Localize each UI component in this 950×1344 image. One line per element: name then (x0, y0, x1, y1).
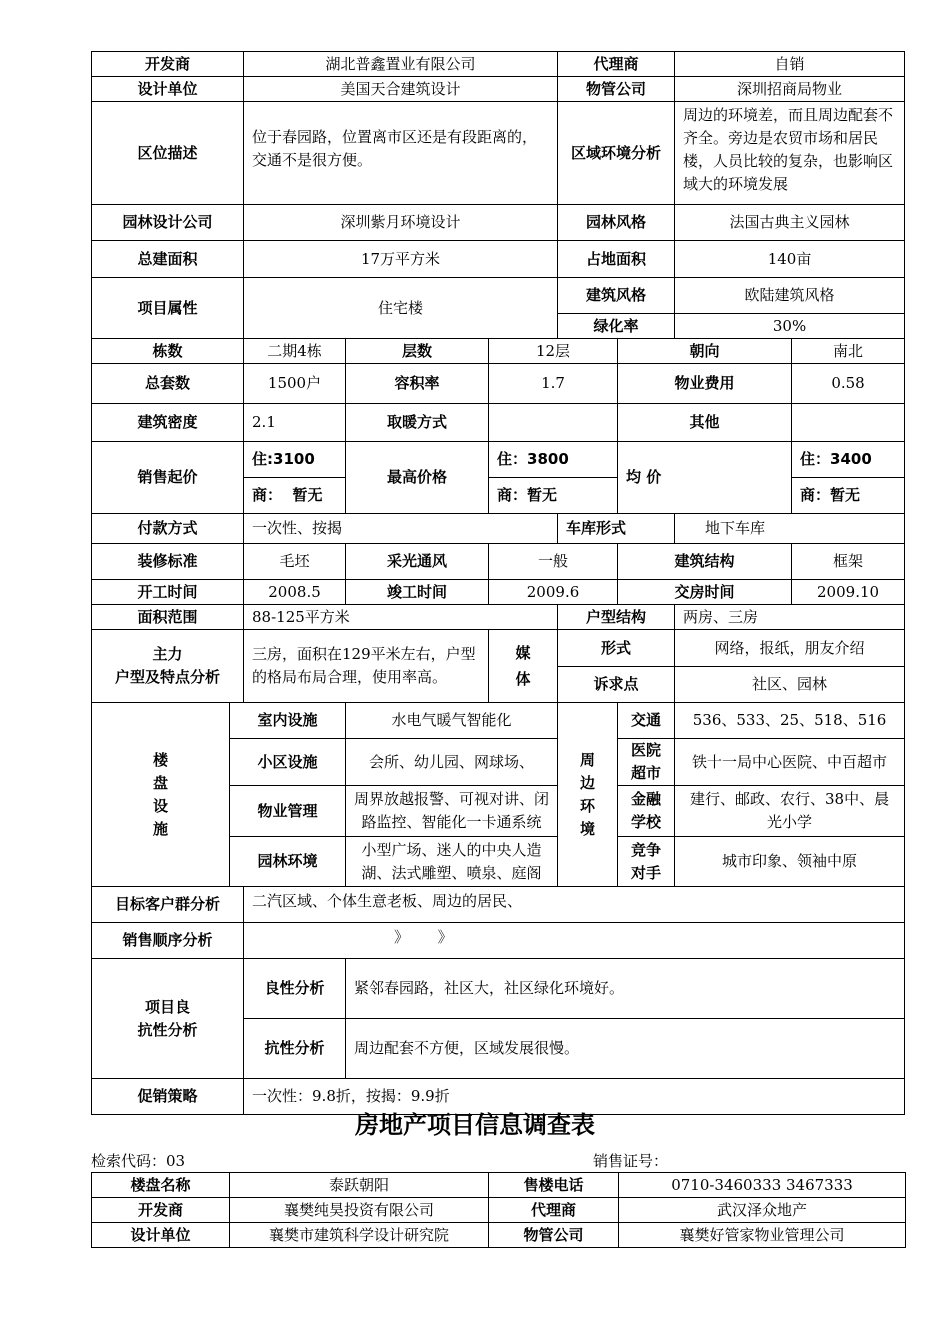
total-area-label: 总建面积 (92, 241, 244, 278)
facilities-label (92, 703, 230, 887)
agent-label: 代理商 (558, 52, 675, 77)
hospital-label: 医院超市 (618, 739, 675, 786)
media-form-value: 网络，报纸，朋友介绍 (675, 630, 905, 667)
max-price-label: 最高价格 (346, 442, 489, 514)
floors-label: 层数 (346, 339, 489, 364)
surround-label (558, 703, 618, 887)
agent-value: 自销 (675, 52, 905, 77)
attribute-label: 项目属性 (92, 278, 244, 339)
traffic-value: 536、533、25、518、516 (675, 703, 905, 739)
environment-label: 区域环境分析 (558, 102, 675, 205)
landscape-style-label: 园林风格 (558, 205, 675, 241)
main-unit-label-line1: 主力 (152, 645, 183, 663)
far-value: 1.7 (489, 364, 618, 404)
buildings-value: 二期4栋 (244, 339, 346, 364)
traffic-label: 交通 (618, 703, 675, 739)
start-price-com: 商： 暂无 (244, 478, 346, 514)
main-unit-label-line2: 户型及特点分析 (115, 668, 221, 686)
payment-label: 付款方式 (92, 514, 244, 544)
project2-info-table (91, 1172, 906, 1248)
green-rate-label: 绿化率 (558, 314, 675, 339)
area-range-label: 面积范围 (92, 605, 244, 630)
arch-style-value: 欧陆建筑风格 (675, 278, 905, 314)
property-mgmt-label: 物管公司 (558, 77, 675, 102)
finance-value: 建行、邮政、农行、38中、晨光小学 (675, 786, 905, 837)
order-value: 》 》 (244, 923, 905, 959)
design-value: 美国天合建筑设计 (244, 77, 558, 102)
p2-name-value: 泰跃朝阳 (230, 1173, 489, 1198)
good-value: 紧邻春园路，社区大，社区绿化环境好。 (346, 959, 905, 1019)
layout-value: 两房、三房 (675, 605, 905, 630)
p2-agent-value: 武汉泽众地产 (619, 1198, 906, 1223)
sales-permit: 销售证号： (593, 1152, 669, 1170)
attribute-value: 住宅楼 (244, 278, 558, 339)
landscape-company-label: 园林设计公司 (92, 205, 244, 241)
avg-price-com: 商：暂无 (792, 478, 905, 514)
bad-value: 周边配套不方便，区域发展很慢。 (346, 1019, 905, 1079)
density-value: 2.1 (244, 404, 346, 442)
design-label: 设计单位 (92, 77, 244, 102)
fee-value: 0.58 (792, 364, 905, 404)
structure-value: 框架 (792, 544, 905, 580)
community-value: 会所、幼儿园、网球场、 (346, 739, 558, 786)
far-label: 容积率 (346, 364, 489, 404)
p2-phone-label: 售楼电话 (489, 1173, 619, 1198)
main-unit-value: 三房，面积在129平米左右，户型的格局布局合理，使用率高。 (244, 630, 489, 703)
payment-value: 一次性、按揭 (244, 514, 558, 544)
other-label: 其他 (618, 404, 792, 442)
max-price-com: 商：暂无 (489, 478, 618, 514)
garage-label: 车库形式 (558, 514, 675, 544)
structure-label: 建筑结构 (618, 544, 792, 580)
appeal-label: 诉求点 (558, 667, 675, 703)
promo-value: 一次性：9.8折，按揭：9.9折 (244, 1079, 905, 1115)
community-label: 小区设施 (230, 739, 346, 786)
target-label: 目标客户群分析 (92, 887, 244, 923)
p2-developer-label: 开发商 (92, 1198, 230, 1223)
start-price-res: 住:3100 (244, 442, 346, 478)
lighting-label: 采光通风 (346, 544, 489, 580)
landscape-company-value: 深圳紫月环境设计 (244, 205, 558, 241)
garden-label: 园林环境 (230, 837, 346, 887)
p2-design-value: 襄樊市建筑科学设计研究院 (230, 1223, 489, 1248)
lighting-value: 一般 (489, 544, 618, 580)
p2-developer-value: 襄樊纯昊投资有限公司 (230, 1198, 489, 1223)
p2-design-label: 设计单位 (92, 1223, 230, 1248)
swot-label (92, 959, 244, 1079)
p2-property-mgmt-label: 物管公司 (489, 1223, 619, 1248)
appeal-value: 社区、园林 (675, 667, 905, 703)
land-area-label: 占地面积 (558, 241, 675, 278)
green-rate-value: 30% (675, 314, 905, 339)
delivery-label: 交房时间 (618, 580, 792, 605)
media-form-label: 形式 (558, 630, 675, 667)
garden-value: 小型广场、迷人的中央人造湖、法式雕塑、喷泉、庭阁 (346, 837, 558, 887)
decoration-value: 毛坯 (244, 544, 346, 580)
project-info-table (91, 51, 905, 1115)
arch-style-label: 建筑风格 (558, 278, 675, 314)
p2-phone-value: 0710-3460333 3467333 (619, 1173, 906, 1198)
indoor-label: 室内设施 (230, 703, 346, 739)
units-label: 总套数 (92, 364, 244, 404)
total-area-value: 17万平方米 (244, 241, 558, 278)
fee-label: 物业费用 (618, 364, 792, 404)
max-price-res: 住：3800 (489, 442, 618, 478)
facilities-label-text: 楼盘设施 (152, 750, 168, 838)
location-label: 区位描述 (92, 102, 244, 205)
mgmt-label: 物业管理 (230, 786, 346, 837)
buildings-label: 栋数 (92, 339, 244, 364)
p2-agent-label: 代理商 (489, 1198, 619, 1223)
heating-value (489, 404, 618, 442)
search-code: 检索代码：03 (91, 1152, 186, 1170)
land-area-value: 140亩 (675, 241, 905, 278)
avg-price-res: 住：3400 (792, 442, 905, 478)
order-label: 销售顺序分析 (92, 923, 244, 959)
finance-label: 金融学校 (618, 786, 675, 837)
main-unit-label (92, 630, 244, 703)
swot-label-line1: 项目良 (145, 997, 191, 1016)
finish-time-value: 2009.6 (489, 580, 618, 605)
surround-label-text: 周边环境 (580, 750, 596, 838)
landscape-style-value: 法国古典主义园林 (675, 205, 905, 241)
density-label: 建筑密度 (92, 404, 244, 442)
finish-time-label: 竣工时间 (346, 580, 489, 605)
area-range-value: 88-125平方米 (244, 605, 558, 630)
media-label (489, 630, 558, 703)
developer-value: 湖北普鑫置业有限公司 (244, 52, 558, 77)
swot-label-line2: 抗性分析 (137, 1020, 198, 1039)
mgmt-value: 周界放越报警、可视对讲、闭路监控、智能化一卡通系统 (346, 786, 558, 837)
layout-label: 户型结构 (558, 605, 675, 630)
hospital-value: 铁十一局中心医院、中百超市 (675, 739, 905, 786)
target-value: 二汽区域、个体生意老板、周边的居民、 (244, 887, 905, 923)
location-value: 位于春园路，位置离市区还是有段距离的，交通不是很方便。 (244, 102, 558, 205)
decoration-label: 装修标准 (92, 544, 244, 580)
avg-price-label: 均 价 (618, 442, 792, 514)
delivery-value: 2009.10 (792, 580, 905, 605)
garage-value: 地下车库 (675, 514, 905, 544)
environment-value: 周边的环境差，而且周边配套不齐全。旁边是农贸市场和居民楼，人员比较的复杂，也影响区域大的环境发展 (675, 102, 905, 205)
competitor-label: 竞争对手 (618, 837, 675, 887)
p2-name-label: 楼盘名称 (92, 1173, 230, 1198)
p2-property-mgmt-value: 襄樊好管家物业管理公司 (619, 1223, 906, 1248)
start-time-value: 2008.5 (244, 580, 346, 605)
orientation-label: 朝向 (618, 339, 792, 364)
floors-value: 12层 (489, 339, 618, 364)
bad-label: 抗性分析 (244, 1019, 346, 1079)
page-title: 房地产项目信息调查表 (355, 1111, 595, 1139)
promo-label: 促销策略 (92, 1079, 244, 1115)
developer-label: 开发商 (92, 52, 244, 77)
heating-label: 取暖方式 (346, 404, 489, 442)
units-value: 1500户 (244, 364, 346, 404)
media-label-text: 媒体 (515, 644, 531, 688)
good-label: 良性分析 (244, 959, 346, 1019)
indoor-value: 水电气暖气智能化 (346, 703, 558, 739)
orientation-value: 南北 (792, 339, 905, 364)
start-time-label: 开工时间 (92, 580, 244, 605)
competitor-value: 城市印象、领袖中原 (675, 837, 905, 887)
other-value (792, 404, 905, 442)
property-mgmt-value: 深圳招商局物业 (675, 77, 905, 102)
start-price-label: 销售起价 (92, 442, 244, 514)
